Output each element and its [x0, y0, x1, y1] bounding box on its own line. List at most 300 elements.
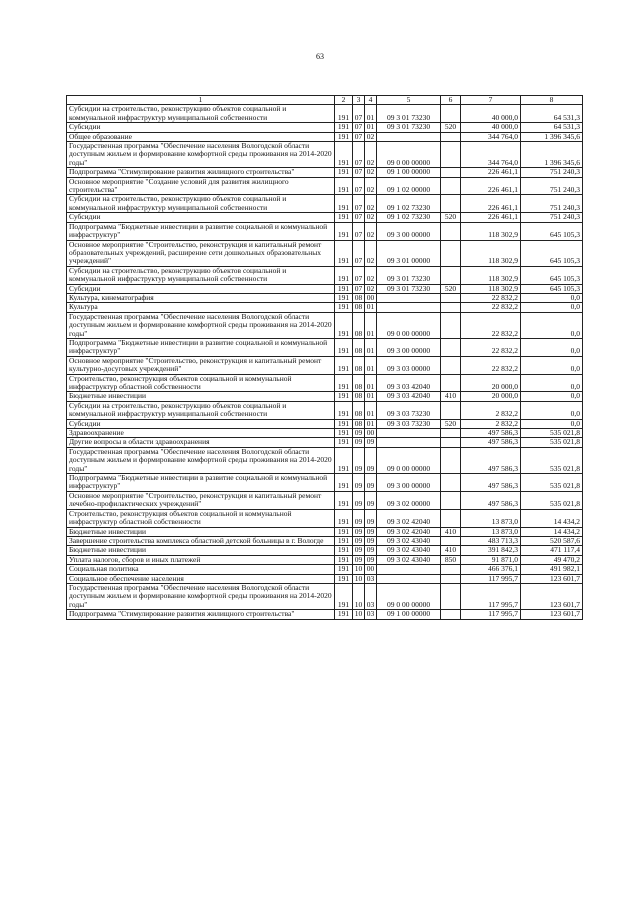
- amount-2018-cell: 49 470,2: [521, 555, 583, 564]
- subsection-code-cell: 02: [365, 142, 377, 168]
- table-row: [67, 401, 583, 419]
- amount-2018-cell: 751 240,3: [521, 195, 583, 213]
- row-name-cell: Государственная программа "Обеспечение населения Вологодской области доступным жильем и формирование комфортной среды проживания на 2014-2020 годы": [67, 312, 335, 338]
- amount-2018-cell: 0,0: [521, 303, 583, 312]
- subsection-code-cell: 03: [365, 574, 377, 583]
- target-article-cell: 09 1 00 00000: [377, 168, 441, 177]
- table-row: [67, 555, 583, 564]
- subsection-code-cell: 09: [365, 509, 377, 527]
- amount-2017-cell: 2 832,2: [461, 419, 521, 428]
- subsection-code-cell: 02: [365, 168, 377, 177]
- expense-type-cell: [441, 338, 461, 356]
- subsection-code-cell: 01: [365, 392, 377, 401]
- page-number: 63: [316, 52, 324, 61]
- target-article-cell: [377, 438, 441, 447]
- target-article-cell: 09 3 01 73230: [377, 105, 441, 123]
- row-name-cell: Субсидии на строительство, реконструкцию объектов социальной и коммунальной инфраструктур муниципальной собственности: [67, 401, 335, 419]
- amount-2017-cell: 117 995,7: [461, 574, 521, 583]
- section-code-cell: 08: [353, 293, 365, 302]
- section-code-cell: 10: [353, 565, 365, 574]
- section-code-cell: 09: [353, 527, 365, 536]
- target-article-cell: 09 3 01 73230: [377, 123, 441, 132]
- amount-2018-cell: 0,0: [521, 401, 583, 419]
- expense-type-cell: [441, 447, 461, 473]
- subsection-code-cell: 02: [365, 132, 377, 141]
- ministry-code-cell: 191: [335, 438, 353, 447]
- ministry-code-cell: 191: [335, 142, 353, 168]
- amount-2018-cell: 535 021,8: [521, 447, 583, 473]
- expense-type-cell: [441, 312, 461, 338]
- target-article-cell: 09 3 01 00000: [377, 240, 441, 266]
- ministry-code-cell: 191: [335, 392, 353, 401]
- section-code-cell: 07: [353, 105, 365, 123]
- section-code-cell: 07: [353, 266, 365, 284]
- expense-type-cell: [441, 303, 461, 312]
- table-row: [67, 374, 583, 392]
- section-code-cell: 07: [353, 168, 365, 177]
- expense-type-cell: [441, 168, 461, 177]
- row-name-cell: Завершение строительства комплекса областной детской больницы в г. Вологде: [67, 536, 335, 545]
- expense-type-cell: 520: [441, 213, 461, 222]
- expense-type-cell: 520: [441, 284, 461, 293]
- target-article-cell: [377, 132, 441, 141]
- amount-2017-cell: 391 842,3: [461, 546, 521, 555]
- target-article-cell: 09 1 02 73230: [377, 195, 441, 213]
- subsection-code-cell: 01: [365, 356, 377, 374]
- target-article-cell: 09 3 00 00000: [377, 222, 441, 240]
- amount-2018-cell: 64 531,3: [521, 123, 583, 132]
- row-name-cell: Бюджетные инвестиции: [67, 546, 335, 555]
- table-row: [67, 392, 583, 401]
- section-code-cell: 10: [353, 610, 365, 619]
- ministry-code-cell: 191: [335, 123, 353, 132]
- section-code-cell: 07: [353, 123, 365, 132]
- ministry-code-cell: 191: [335, 312, 353, 338]
- expense-type-cell: 410: [441, 546, 461, 555]
- table-row: [67, 293, 583, 302]
- row-name-cell: Культура, кинематография: [67, 293, 335, 302]
- target-article-cell: 09 3 01 73230: [377, 284, 441, 293]
- table-row: [67, 583, 583, 609]
- amount-2017-cell: 497 586,3: [461, 447, 521, 473]
- subsection-code-cell: 01: [365, 374, 377, 392]
- target-article-cell: 09 3 00 00000: [377, 338, 441, 356]
- section-code-cell: 07: [353, 177, 365, 195]
- section-code-cell: 07: [353, 222, 365, 240]
- expense-type-cell: [441, 195, 461, 213]
- amount-2017-cell: 118 302,9: [461, 266, 521, 284]
- amount-2018-cell: 1 396 345,6: [521, 132, 583, 141]
- row-name-cell: Социальное обеспечение населения: [67, 574, 335, 583]
- row-name-cell: Уплата налогов, сборов и иных платежей: [67, 555, 335, 564]
- target-article-cell: 09 3 02 43040: [377, 536, 441, 545]
- subsection-code-cell: 01: [365, 123, 377, 132]
- table-row: [67, 491, 583, 509]
- amount-2018-cell: 645 105,3: [521, 284, 583, 293]
- row-name-cell: Подпрограмма "Бюджетные инвестиции в развитие социальной и коммунальной инфраструктур": [67, 338, 335, 356]
- ministry-code-cell: 191: [335, 105, 353, 123]
- subsection-code-cell: 03: [365, 610, 377, 619]
- amount-2018-cell: 0,0: [521, 338, 583, 356]
- table-row: [67, 240, 583, 266]
- target-article-cell: 09 1 02 73230: [377, 213, 441, 222]
- amount-2018-cell: 64 531,3: [521, 105, 583, 123]
- subsection-code-cell: 09: [365, 491, 377, 509]
- amount-2017-cell: 22 832,2: [461, 338, 521, 356]
- row-name-cell: Строительство, реконструкция объектов социальной и коммунальной инфраструктур областной собственности: [67, 509, 335, 527]
- subsection-code-cell: 01: [365, 105, 377, 123]
- expense-type-cell: [441, 132, 461, 141]
- amount-2017-cell: 117 995,7: [461, 610, 521, 619]
- section-code-cell: 09: [353, 438, 365, 447]
- target-article-cell: 09 3 03 42040: [377, 374, 441, 392]
- target-article-cell: 09 3 03 00000: [377, 356, 441, 374]
- amount-2018-cell: 645 105,3: [521, 240, 583, 266]
- subsection-code-cell: 00: [365, 293, 377, 302]
- table-row: [67, 438, 583, 447]
- row-name-cell: Бюджетные инвестиции: [67, 527, 335, 536]
- target-article-cell: 09 3 03 42040: [377, 392, 441, 401]
- amount-2017-cell: 2 832,2: [461, 401, 521, 419]
- target-article-cell: 09 3 03 73230: [377, 401, 441, 419]
- row-name-cell: Основное мероприятие "Создание условий для развития жилищного строительства": [67, 177, 335, 195]
- ministry-code-cell: 191: [335, 536, 353, 545]
- expense-type-cell: [441, 142, 461, 168]
- section-code-cell: 08: [353, 303, 365, 312]
- section-code-cell: 08: [353, 338, 365, 356]
- header-cell: 3: [353, 96, 365, 105]
- header-cell: 8: [521, 96, 583, 105]
- amount-2018-cell: 0,0: [521, 419, 583, 428]
- expense-type-cell: [441, 356, 461, 374]
- table-row: [67, 168, 583, 177]
- table-row: [67, 284, 583, 293]
- section-code-cell: 07: [353, 213, 365, 222]
- ministry-code-cell: 191: [335, 338, 353, 356]
- amount-2018-cell: 0,0: [521, 312, 583, 338]
- amount-2018-cell: 751 240,3: [521, 168, 583, 177]
- amount-2018-cell: 535 021,8: [521, 438, 583, 447]
- subsection-code-cell: 09: [365, 527, 377, 536]
- ministry-code-cell: 191: [335, 527, 353, 536]
- amount-2018-cell: 491 982,1: [521, 565, 583, 574]
- table-header-row: [67, 96, 583, 105]
- section-code-cell: 07: [353, 240, 365, 266]
- subsection-code-cell: 09: [365, 438, 377, 447]
- table-row: [67, 527, 583, 536]
- row-name-cell: Государственная программа "Обеспечение населения Вологодской области доступным жильем и формирование комфортной среды проживания на 2014-2020 годы": [67, 142, 335, 168]
- target-article-cell: 09 3 02 43040: [377, 546, 441, 555]
- amount-2018-cell: 535 021,8: [521, 491, 583, 509]
- expense-type-cell: [441, 610, 461, 619]
- ministry-code-cell: 191: [335, 419, 353, 428]
- target-article-cell: [377, 565, 441, 574]
- expense-type-cell: 520: [441, 123, 461, 132]
- amount-2018-cell: 123 601,7: [521, 610, 583, 619]
- section-code-cell: 07: [353, 132, 365, 141]
- ministry-code-cell: 191: [335, 555, 353, 564]
- section-code-cell: 09: [353, 546, 365, 555]
- section-code-cell: 08: [353, 356, 365, 374]
- section-code-cell: 10: [353, 583, 365, 609]
- ministry-code-cell: 191: [335, 177, 353, 195]
- amount-2017-cell: 117 995,7: [461, 583, 521, 609]
- ministry-code-cell: 191: [335, 401, 353, 419]
- table-row: [67, 356, 583, 374]
- target-article-cell: [377, 574, 441, 583]
- expense-type-cell: [441, 293, 461, 302]
- expense-type-cell: [441, 574, 461, 583]
- amount-2018-cell: 0,0: [521, 374, 583, 392]
- amount-2017-cell: 226 461,1: [461, 195, 521, 213]
- budget-table: [66, 95, 583, 620]
- amount-2017-cell: 118 302,9: [461, 222, 521, 240]
- target-article-cell: [377, 429, 441, 438]
- expense-type-cell: [441, 565, 461, 574]
- expense-type-cell: [441, 105, 461, 123]
- row-name-cell: Другие вопросы в области здравоохранения: [67, 438, 335, 447]
- expense-type-cell: [441, 177, 461, 195]
- row-name-cell: Основное мероприятие "Строительство, реконструкция и капитальный ремонт культурно-досуговых учреждений": [67, 356, 335, 374]
- table-row: [67, 419, 583, 428]
- amount-2017-cell: 344 764,0: [461, 142, 521, 168]
- table-row: [67, 610, 583, 619]
- target-article-cell: 09 0 00 00000: [377, 583, 441, 609]
- ministry-code-cell: 191: [335, 546, 353, 555]
- target-article-cell: 09 3 03 73230: [377, 419, 441, 428]
- row-name-cell: Подпрограмма "Стимулирование развития жилищного строительства": [67, 610, 335, 619]
- amount-2018-cell: 520 587,6: [521, 536, 583, 545]
- amount-2017-cell: 20 000,0: [461, 374, 521, 392]
- subsection-code-cell: 02: [365, 177, 377, 195]
- row-name-cell: Субсидии на строительство, реконструкцию объектов социальной и коммунальной инфраструктур муниципальной собственности: [67, 266, 335, 284]
- section-code-cell: 08: [353, 419, 365, 428]
- ministry-code-cell: 191: [335, 293, 353, 302]
- ministry-code-cell: 191: [335, 474, 353, 492]
- row-name-cell: Основное мероприятие "Строительство, реконструкция и капитальный ремонт лечебно-профилактических учреждений": [67, 491, 335, 509]
- amount-2018-cell: 1 396 345,6: [521, 142, 583, 168]
- target-article-cell: 09 0 00 00000: [377, 142, 441, 168]
- row-name-cell: Здравоохранение: [67, 429, 335, 438]
- expense-type-cell: 850: [441, 555, 461, 564]
- ministry-code-cell: 191: [335, 509, 353, 527]
- amount-2017-cell: 497 586,3: [461, 429, 521, 438]
- expense-type-cell: [441, 266, 461, 284]
- amount-2018-cell: 645 105,3: [521, 222, 583, 240]
- section-code-cell: 10: [353, 574, 365, 583]
- row-name-cell: Субсидии: [67, 123, 335, 132]
- ministry-code-cell: 191: [335, 429, 353, 438]
- row-name-cell: Культура: [67, 303, 335, 312]
- expense-type-cell: [441, 474, 461, 492]
- amount-2017-cell: 226 461,1: [461, 177, 521, 195]
- amount-2017-cell: 497 586,3: [461, 438, 521, 447]
- subsection-code-cell: 01: [365, 338, 377, 356]
- table-row: [67, 536, 583, 545]
- header-cell: 5: [377, 96, 441, 105]
- expense-type-cell: 520: [441, 419, 461, 428]
- ministry-code-cell: 191: [335, 447, 353, 473]
- amount-2017-cell: 22 832,2: [461, 356, 521, 374]
- section-code-cell: 09: [353, 447, 365, 473]
- amount-2017-cell: 22 832,2: [461, 293, 521, 302]
- amount-2018-cell: 535 021,8: [521, 474, 583, 492]
- target-article-cell: 09 3 02 43040: [377, 555, 441, 564]
- amount-2018-cell: 645 105,3: [521, 266, 583, 284]
- row-name-cell: Социальная политика: [67, 565, 335, 574]
- subsection-code-cell: 02: [365, 284, 377, 293]
- table-row: [67, 177, 583, 195]
- row-name-cell: Субсидии: [67, 284, 335, 293]
- subsection-code-cell: 09: [365, 447, 377, 473]
- row-name-cell: Субсидии на строительство, реконструкцию объектов социальной и коммунальной инфраструктур муниципальной собственности: [67, 195, 335, 213]
- expense-type-cell: [441, 429, 461, 438]
- row-name-cell: Бюджетные инвестиции: [67, 392, 335, 401]
- amount-2018-cell: 123 601,7: [521, 583, 583, 609]
- row-name-cell: Субсидии на строительство, реконструкцию объектов социальной и коммунальной инфраструктур муниципальной собственности: [67, 105, 335, 123]
- subsection-code-cell: 01: [365, 419, 377, 428]
- table-row: [67, 312, 583, 338]
- expense-type-cell: [441, 583, 461, 609]
- target-article-cell: 09 0 00 00000: [377, 312, 441, 338]
- target-article-cell: 09 3 02 42040: [377, 509, 441, 527]
- row-name-cell: Общее образование: [67, 132, 335, 141]
- header-cell: 6: [441, 96, 461, 105]
- table-row: [67, 447, 583, 473]
- table-row: [67, 546, 583, 555]
- expense-type-cell: [441, 240, 461, 266]
- amount-2018-cell: 535 021,8: [521, 429, 583, 438]
- subsection-code-cell: 01: [365, 401, 377, 419]
- amount-2017-cell: 20 000,0: [461, 392, 521, 401]
- amount-2017-cell: 13 873,0: [461, 509, 521, 527]
- expense-type-cell: [441, 491, 461, 509]
- amount-2017-cell: 40 000,0: [461, 105, 521, 123]
- expense-type-cell: [441, 509, 461, 527]
- header-cell: 4: [365, 96, 377, 105]
- ministry-code-cell: 191: [335, 491, 353, 509]
- table-row: [67, 509, 583, 527]
- target-article-cell: 09 0 00 00000: [377, 447, 441, 473]
- target-article-cell: [377, 293, 441, 302]
- expense-type-cell: [441, 401, 461, 419]
- amount-2017-cell: 22 832,2: [461, 312, 521, 338]
- ministry-code-cell: 191: [335, 565, 353, 574]
- target-article-cell: [377, 303, 441, 312]
- table-row: [67, 574, 583, 583]
- section-code-cell: 09: [353, 536, 365, 545]
- section-code-cell: 08: [353, 392, 365, 401]
- table-row: [67, 266, 583, 284]
- subsection-code-cell: 02: [365, 266, 377, 284]
- section-code-cell: 08: [353, 312, 365, 338]
- table-row: [67, 195, 583, 213]
- row-name-cell: Государственная программа "Обеспечение населения Вологодской области доступным жильем и формирование комфортной среды проживания на 2014-2020 годы": [67, 447, 335, 473]
- amount-2018-cell: 0,0: [521, 356, 583, 374]
- subsection-code-cell: 09: [365, 536, 377, 545]
- amount-2017-cell: 226 461,1: [461, 168, 521, 177]
- subsection-code-cell: 03: [365, 583, 377, 609]
- target-article-cell: 09 3 00 00000: [377, 474, 441, 492]
- section-code-cell: 09: [353, 509, 365, 527]
- ministry-code-cell: 191: [335, 266, 353, 284]
- section-code-cell: 07: [353, 284, 365, 293]
- ministry-code-cell: 191: [335, 168, 353, 177]
- ministry-code-cell: 191: [335, 240, 353, 266]
- subsection-code-cell: 02: [365, 240, 377, 266]
- subsection-code-cell: 09: [365, 474, 377, 492]
- target-article-cell: 09 1 00 00000: [377, 610, 441, 619]
- subsection-code-cell: 00: [365, 429, 377, 438]
- amount-2018-cell: 0,0: [521, 392, 583, 401]
- section-code-cell: 07: [353, 142, 365, 168]
- amount-2017-cell: 466 376,1: [461, 565, 521, 574]
- target-article-cell: 09 3 02 00000: [377, 491, 441, 509]
- section-code-cell: 09: [353, 491, 365, 509]
- table-row: [67, 105, 583, 123]
- amount-2018-cell: 751 240,3: [521, 177, 583, 195]
- ministry-code-cell: 191: [335, 574, 353, 583]
- amount-2018-cell: 14 434,2: [521, 509, 583, 527]
- amount-2018-cell: 471 117,4: [521, 546, 583, 555]
- amount-2017-cell: 40 000,0: [461, 123, 521, 132]
- amount-2018-cell: 123 601,7: [521, 574, 583, 583]
- ministry-code-cell: 191: [335, 222, 353, 240]
- ministry-code-cell: 191: [335, 284, 353, 293]
- target-article-cell: 09 3 02 42040: [377, 527, 441, 536]
- subsection-code-cell: 09: [365, 546, 377, 555]
- section-code-cell: 09: [353, 474, 365, 492]
- row-name-cell: Основное мероприятие "Строительство, реконструкция и капитальный ремонт образовательных учреждений, расширение сети дошкольных образовательных учреждений": [67, 240, 335, 266]
- target-article-cell: 09 1 02 00000: [377, 177, 441, 195]
- table-row: [67, 222, 583, 240]
- amount-2017-cell: 118 302,9: [461, 240, 521, 266]
- ministry-code-cell: 191: [335, 303, 353, 312]
- amount-2017-cell: 497 586,3: [461, 491, 521, 509]
- amount-2017-cell: 91 871,0: [461, 555, 521, 564]
- expense-type-cell: [441, 438, 461, 447]
- section-code-cell: 08: [353, 374, 365, 392]
- subsection-code-cell: 00: [365, 565, 377, 574]
- row-name-cell: Строительство, реконструкция объектов социальной и коммунальной инфраструктур областной собственности: [67, 374, 335, 392]
- header-cell: 2: [335, 96, 353, 105]
- header-cell: 7: [461, 96, 521, 105]
- amount-2017-cell: 118 302,9: [461, 284, 521, 293]
- section-code-cell: 09: [353, 429, 365, 438]
- row-name-cell: Подпрограмма "Стимулирование развития жилищного строительства": [67, 168, 335, 177]
- ministry-code-cell: 191: [335, 195, 353, 213]
- subsection-code-cell: 01: [365, 303, 377, 312]
- ministry-code-cell: 191: [335, 583, 353, 609]
- amount-2018-cell: 14 434,2: [521, 527, 583, 536]
- ministry-code-cell: 191: [335, 374, 353, 392]
- ministry-code-cell: 191: [335, 132, 353, 141]
- row-name-cell: Субсидии: [67, 213, 335, 222]
- subsection-code-cell: 02: [365, 213, 377, 222]
- expense-type-cell: [441, 222, 461, 240]
- amount-2017-cell: 344 764,0: [461, 132, 521, 141]
- header-cell: 1: [67, 96, 335, 105]
- table-row: [67, 213, 583, 222]
- amount-2018-cell: 0,0: [521, 293, 583, 302]
- table-row: [67, 123, 583, 132]
- subsection-code-cell: 01: [365, 312, 377, 338]
- row-name-cell: Субсидии: [67, 419, 335, 428]
- subsection-code-cell: 02: [365, 222, 377, 240]
- amount-2017-cell: 497 586,3: [461, 474, 521, 492]
- amount-2017-cell: 226 461,1: [461, 213, 521, 222]
- row-name-cell: Государственная программа "Обеспечение населения Вологодской области доступным жильем и формирование комфортной среды проживания на 2014-2020 годы": [67, 583, 335, 609]
